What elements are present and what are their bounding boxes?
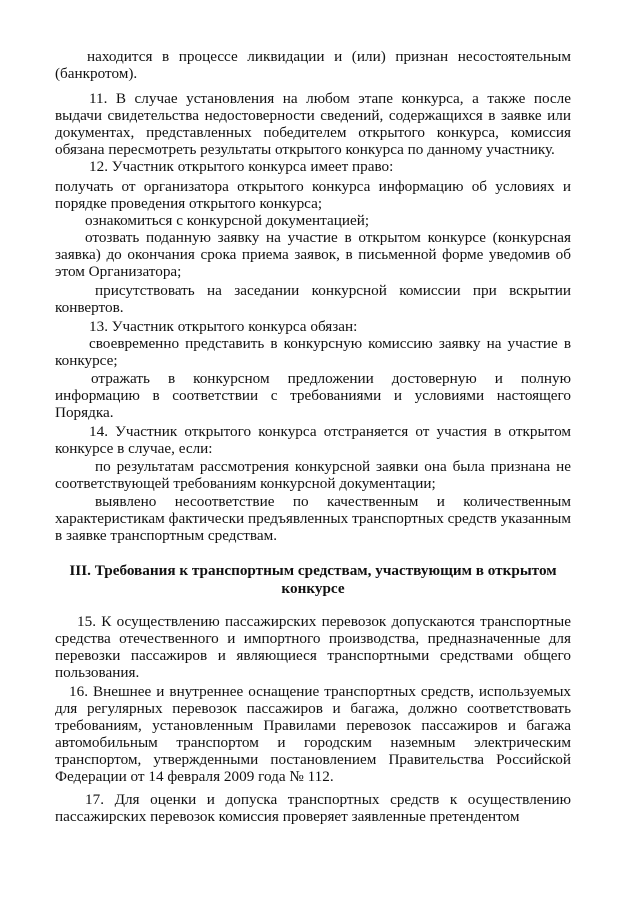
paragraph-2: 11. В случае установления на любом этапе конкурса, а также после выдачи свидетельства недостоверности сведений, содержащихся в заявке или документах, представленных победителем открытого конкурса, комиссия обязана пересмотреть результаты открытого конкурса по данному участнику.: [55, 90, 571, 158]
paragraph-16: 17. Для оценки и допуска транспортных средств к осуществлению пассажирских перевозок комиссия проверяет заявленные претендентом: [55, 791, 571, 825]
paragraph-12: по результатам рассмотрения конкурсной заявки она была признана не соответствующей требованиям конкурсной документации;: [55, 458, 571, 492]
paragraph-10: отражать в конкурсном предложении достоверную и полную информацию в соответствии с требованиями и условиями настоящего Порядка.: [55, 370, 571, 421]
paragraph-3: 12. Участник открытого конкурса имеет право:: [89, 158, 394, 175]
paragraph-13: выявлено несоответствие по качественным и количественным характеристикам фактически предъявленных транспортных средств указанным в заявке транспортным средствам.: [55, 493, 571, 544]
paragraph-14: 15. К осуществлению пассажирских перевозок допускаются транспортные средства отечественного и импортного производства, предназначенные для перевозки пассажиров и являющиеся транспортными средствами общего пользования.: [55, 613, 571, 681]
paragraph-9: своевременно представить в конкурсную комиссию заявку на участие в конкурсе;: [55, 335, 571, 369]
paragraph-1: находится в процессе ликвидации и (или) признан несостоятельным (банкротом).: [55, 48, 571, 82]
paragraph-4: получать от организатора открытого конкурса информацию об условиях и порядке проведения открытого конкурса;: [55, 178, 571, 212]
paragraph-5: ознакомиться с конкурсной документацией;: [85, 212, 370, 229]
paragraph-6: отозвать поданную заявку на участие в открытом конкурсе (конкурсная заявка) до окончания срока приема заявок, в письменной форме уведомив об этом Организатора;: [55, 229, 571, 280]
paragraph-15: 16. Внешнее и внутреннее оснащение транспортных средств, используемых для регулярных перевозок пассажиров и багажа, должно соответствовать требованиям, установленным Правилами перевозок пассажиров и багажа автомобильным транспортом и городским наземным электрическим транспортом, утвержденными постановлением Правительства Российской Федерации от 14 февраля 2009 года № 112.: [55, 683, 571, 785]
paragraph-7: присутствовать на заседании конкурсной комиссии при вскрытии конвертов.: [55, 282, 571, 316]
section-heading: III. Требования к транспортным средствам, участвующим в открытом конкурсе: [69, 562, 557, 597]
paragraph-8: 13. Участник открытого конкурса обязан:: [89, 318, 358, 335]
paragraph-11: 14. Участник открытого конкурса отстраняется от участия в открытом конкурсе в случае, если:: [55, 423, 571, 457]
